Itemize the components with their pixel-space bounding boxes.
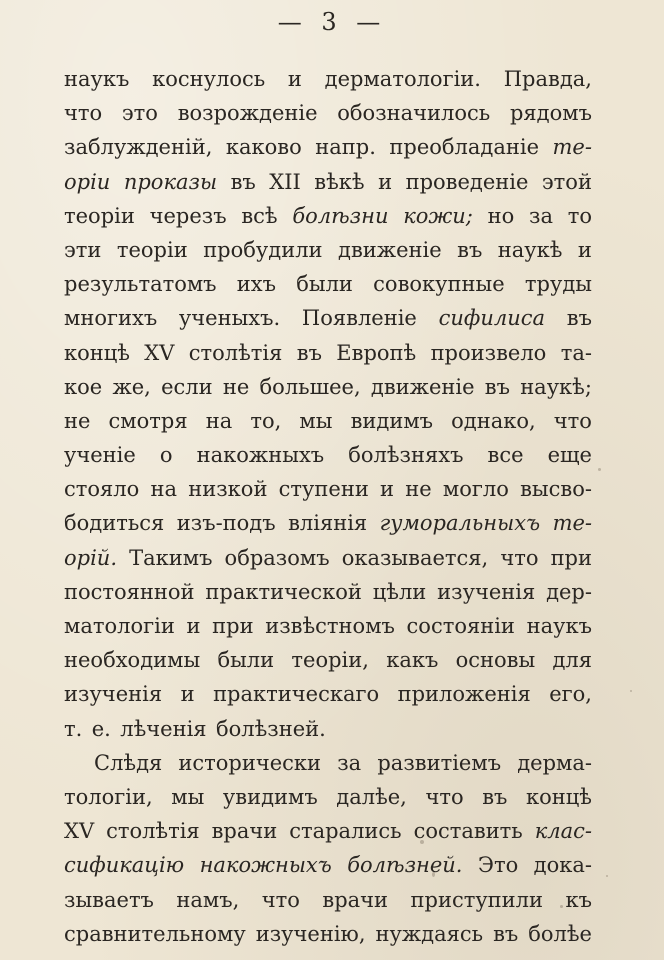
word: изученія (437, 579, 536, 604)
word: въ (482, 784, 508, 809)
word: о (159, 443, 173, 468)
word: за (337, 750, 362, 775)
word: дер- (546, 579, 592, 604)
word: Это (477, 853, 519, 878)
text-line (64, 438, 592, 472)
word: лѣченія (120, 716, 207, 741)
text-line (64, 165, 592, 199)
word: теоріи (116, 237, 188, 262)
word: какъ (386, 648, 439, 673)
word: кожи; (403, 203, 473, 228)
word: черезъ (149, 203, 227, 228)
word: обозначилось (337, 101, 491, 126)
paper-speck (432, 872, 435, 877)
word: въ (566, 306, 592, 331)
word: въ (296, 340, 322, 365)
word: теоріи (64, 203, 135, 228)
word: и (180, 682, 195, 707)
word: болѣзняхъ (348, 443, 464, 468)
word: накожныхъ (199, 853, 332, 878)
word: далѣе, (336, 784, 407, 809)
word: практической (205, 579, 362, 604)
word: теоріи, (291, 648, 369, 673)
word: практическаго (213, 682, 380, 707)
word: матологіи (64, 614, 175, 638)
word: напр. (315, 135, 376, 160)
word: концѣ (525, 784, 592, 809)
word: Правда, (503, 67, 592, 91)
word: приложенія (397, 682, 531, 707)
text-line (64, 267, 592, 301)
word: XV (144, 340, 175, 365)
word: болѣе (528, 921, 592, 946)
word: въ (230, 169, 256, 194)
word: это (121, 101, 158, 126)
word: изученію, (255, 921, 366, 946)
word: каково (225, 135, 302, 160)
word: дерма- (517, 750, 592, 775)
word: и (380, 477, 395, 502)
word: гуморальныхъ (379, 511, 541, 536)
word: изъ-подъ (176, 511, 276, 536)
word: клас- (534, 819, 592, 844)
paper-speck (560, 905, 563, 908)
word: что (553, 408, 592, 433)
word: не (64, 408, 91, 433)
word: что (261, 887, 300, 912)
word: концѣ (64, 340, 130, 365)
word: наукъ (64, 67, 130, 91)
word: ступени (278, 477, 369, 502)
word: проведеніе (405, 169, 529, 194)
word: развитіемъ (377, 750, 502, 775)
word: если (161, 374, 213, 399)
word: результатомъ (64, 272, 217, 297)
text-line (64, 130, 592, 164)
word: нуждаясь (375, 921, 484, 946)
word: врачи (211, 819, 278, 844)
word: та- (560, 340, 592, 365)
word: за (528, 203, 553, 228)
word: старались (289, 819, 402, 844)
word: мы (171, 784, 205, 809)
word: движеніе (370, 374, 475, 399)
word: при (212, 614, 254, 638)
text-line (64, 404, 592, 438)
word: совокупные (373, 272, 505, 297)
word: болѣзни (292, 203, 389, 228)
text-line (64, 780, 592, 814)
word: исторически (178, 750, 322, 775)
word: въ (493, 921, 519, 946)
word: оріи (64, 169, 111, 194)
word: болѣзней. (216, 716, 326, 741)
text-line (64, 609, 592, 643)
word: т. (64, 716, 83, 741)
word: мы (299, 408, 333, 433)
word: постоянной (64, 579, 195, 604)
word: были (296, 272, 353, 297)
word: возрожденіе (177, 101, 318, 126)
word: рядомъ (509, 101, 592, 126)
text-line (64, 233, 592, 267)
word: эти (64, 237, 102, 262)
word: столѣтія (188, 340, 283, 365)
word: образомъ (224, 545, 330, 570)
word: однако, (451, 408, 536, 433)
word: те- (552, 511, 592, 536)
word: наукѣ (497, 237, 563, 262)
word: всѣ (241, 203, 278, 228)
word: сификацію (64, 853, 185, 878)
text-line (64, 301, 592, 335)
word: то (567, 203, 592, 228)
word: бодиться (64, 511, 165, 536)
word: что (64, 101, 103, 126)
word: заблужденій, (64, 135, 213, 160)
paper-speck (598, 468, 601, 471)
word: проказы (123, 169, 218, 194)
word: извѣстномъ (265, 614, 395, 638)
word: его, (549, 682, 592, 707)
word: могло (442, 477, 509, 502)
text-line (64, 541, 592, 575)
word: не (405, 477, 432, 502)
word: преобладаніе (389, 135, 540, 160)
word: были (217, 648, 275, 673)
word: произвело (430, 340, 547, 365)
word: пробудили (203, 237, 323, 262)
word: сифилиса (438, 306, 546, 331)
word: Такимъ (129, 545, 213, 570)
word: XII (269, 169, 301, 194)
body-text (64, 62, 592, 951)
word: Появленіе (301, 306, 417, 331)
text-line (64, 814, 592, 848)
word: цѣли (372, 579, 427, 604)
paper-speck (630, 690, 632, 692)
word: врачи (322, 887, 389, 912)
text-line (64, 370, 592, 404)
word: накожныхъ (196, 443, 325, 468)
word: еще (547, 443, 592, 468)
word: ихъ (236, 272, 276, 297)
word: ученіе (64, 443, 136, 468)
word: къ (565, 887, 592, 912)
word: на (205, 408, 233, 433)
word: многихъ (64, 306, 158, 331)
word: большее, (259, 374, 361, 399)
word: ученыхъ. (178, 306, 281, 331)
word: этой (541, 169, 592, 194)
word: что (500, 545, 539, 570)
word: для (552, 648, 592, 673)
word: на (150, 477, 178, 502)
page-number: — 3 — (277, 8, 387, 36)
word: зываетъ (64, 887, 154, 912)
word: те- (552, 135, 592, 160)
word: и (577, 237, 592, 262)
text-line (64, 62, 592, 96)
text-line (64, 677, 592, 711)
word: вѣкѣ (314, 169, 365, 194)
word: но (487, 203, 515, 228)
word: же, (112, 374, 151, 399)
text-line (64, 712, 592, 746)
paper-speck (606, 875, 608, 877)
word: все (487, 443, 524, 468)
paper-speck (420, 840, 424, 844)
word: приступили (410, 887, 544, 912)
word: тологіи, (64, 784, 153, 809)
text-line (64, 506, 592, 540)
text-line (64, 199, 592, 233)
text-line (64, 575, 592, 609)
word: кое (64, 374, 103, 399)
word: Европѣ (336, 340, 417, 365)
word: е. (91, 716, 111, 741)
text-line (64, 336, 592, 370)
word: высво- (520, 477, 592, 502)
word: въ (457, 237, 483, 262)
word: коснулось (152, 67, 266, 91)
word: Слѣдя (94, 750, 163, 775)
word: вліянія (288, 511, 368, 536)
word: наукъ (526, 614, 592, 638)
word: въ (484, 374, 510, 399)
word: основы (455, 648, 536, 673)
word: изученія (64, 682, 163, 707)
word: намъ, (176, 887, 240, 912)
word: столѣтія (106, 819, 200, 844)
word: низкой (188, 477, 268, 502)
word: наукѣ; (520, 374, 592, 399)
word: то, (250, 408, 282, 433)
text-line (64, 643, 592, 677)
word: дока- (533, 853, 592, 878)
word: болѣзней. (347, 853, 463, 878)
text-line (64, 472, 592, 506)
word: сравнительному (64, 921, 246, 946)
word: и (287, 67, 302, 91)
word: составить (413, 819, 523, 844)
word: что (425, 784, 464, 809)
word: при (550, 545, 592, 570)
text-line (64, 746, 592, 780)
word: движеніе (338, 237, 442, 262)
word: орій. (64, 545, 118, 570)
word: стояло (64, 477, 140, 502)
word: XV (64, 819, 95, 844)
word: увидимъ (222, 784, 318, 809)
word: смотря (108, 408, 188, 433)
word: и (378, 169, 393, 194)
word: состояніи (406, 614, 515, 638)
word: труды (524, 272, 592, 297)
word: дерматологіи. (324, 67, 481, 91)
text-line (64, 96, 592, 130)
word: необходимы (64, 648, 201, 673)
word: не (222, 374, 250, 399)
text-line (64, 883, 592, 917)
word: и (186, 614, 201, 638)
text-line (64, 917, 592, 951)
word: видимъ (350, 408, 434, 433)
word: оказывается, (341, 545, 489, 570)
text-line (64, 848, 592, 882)
